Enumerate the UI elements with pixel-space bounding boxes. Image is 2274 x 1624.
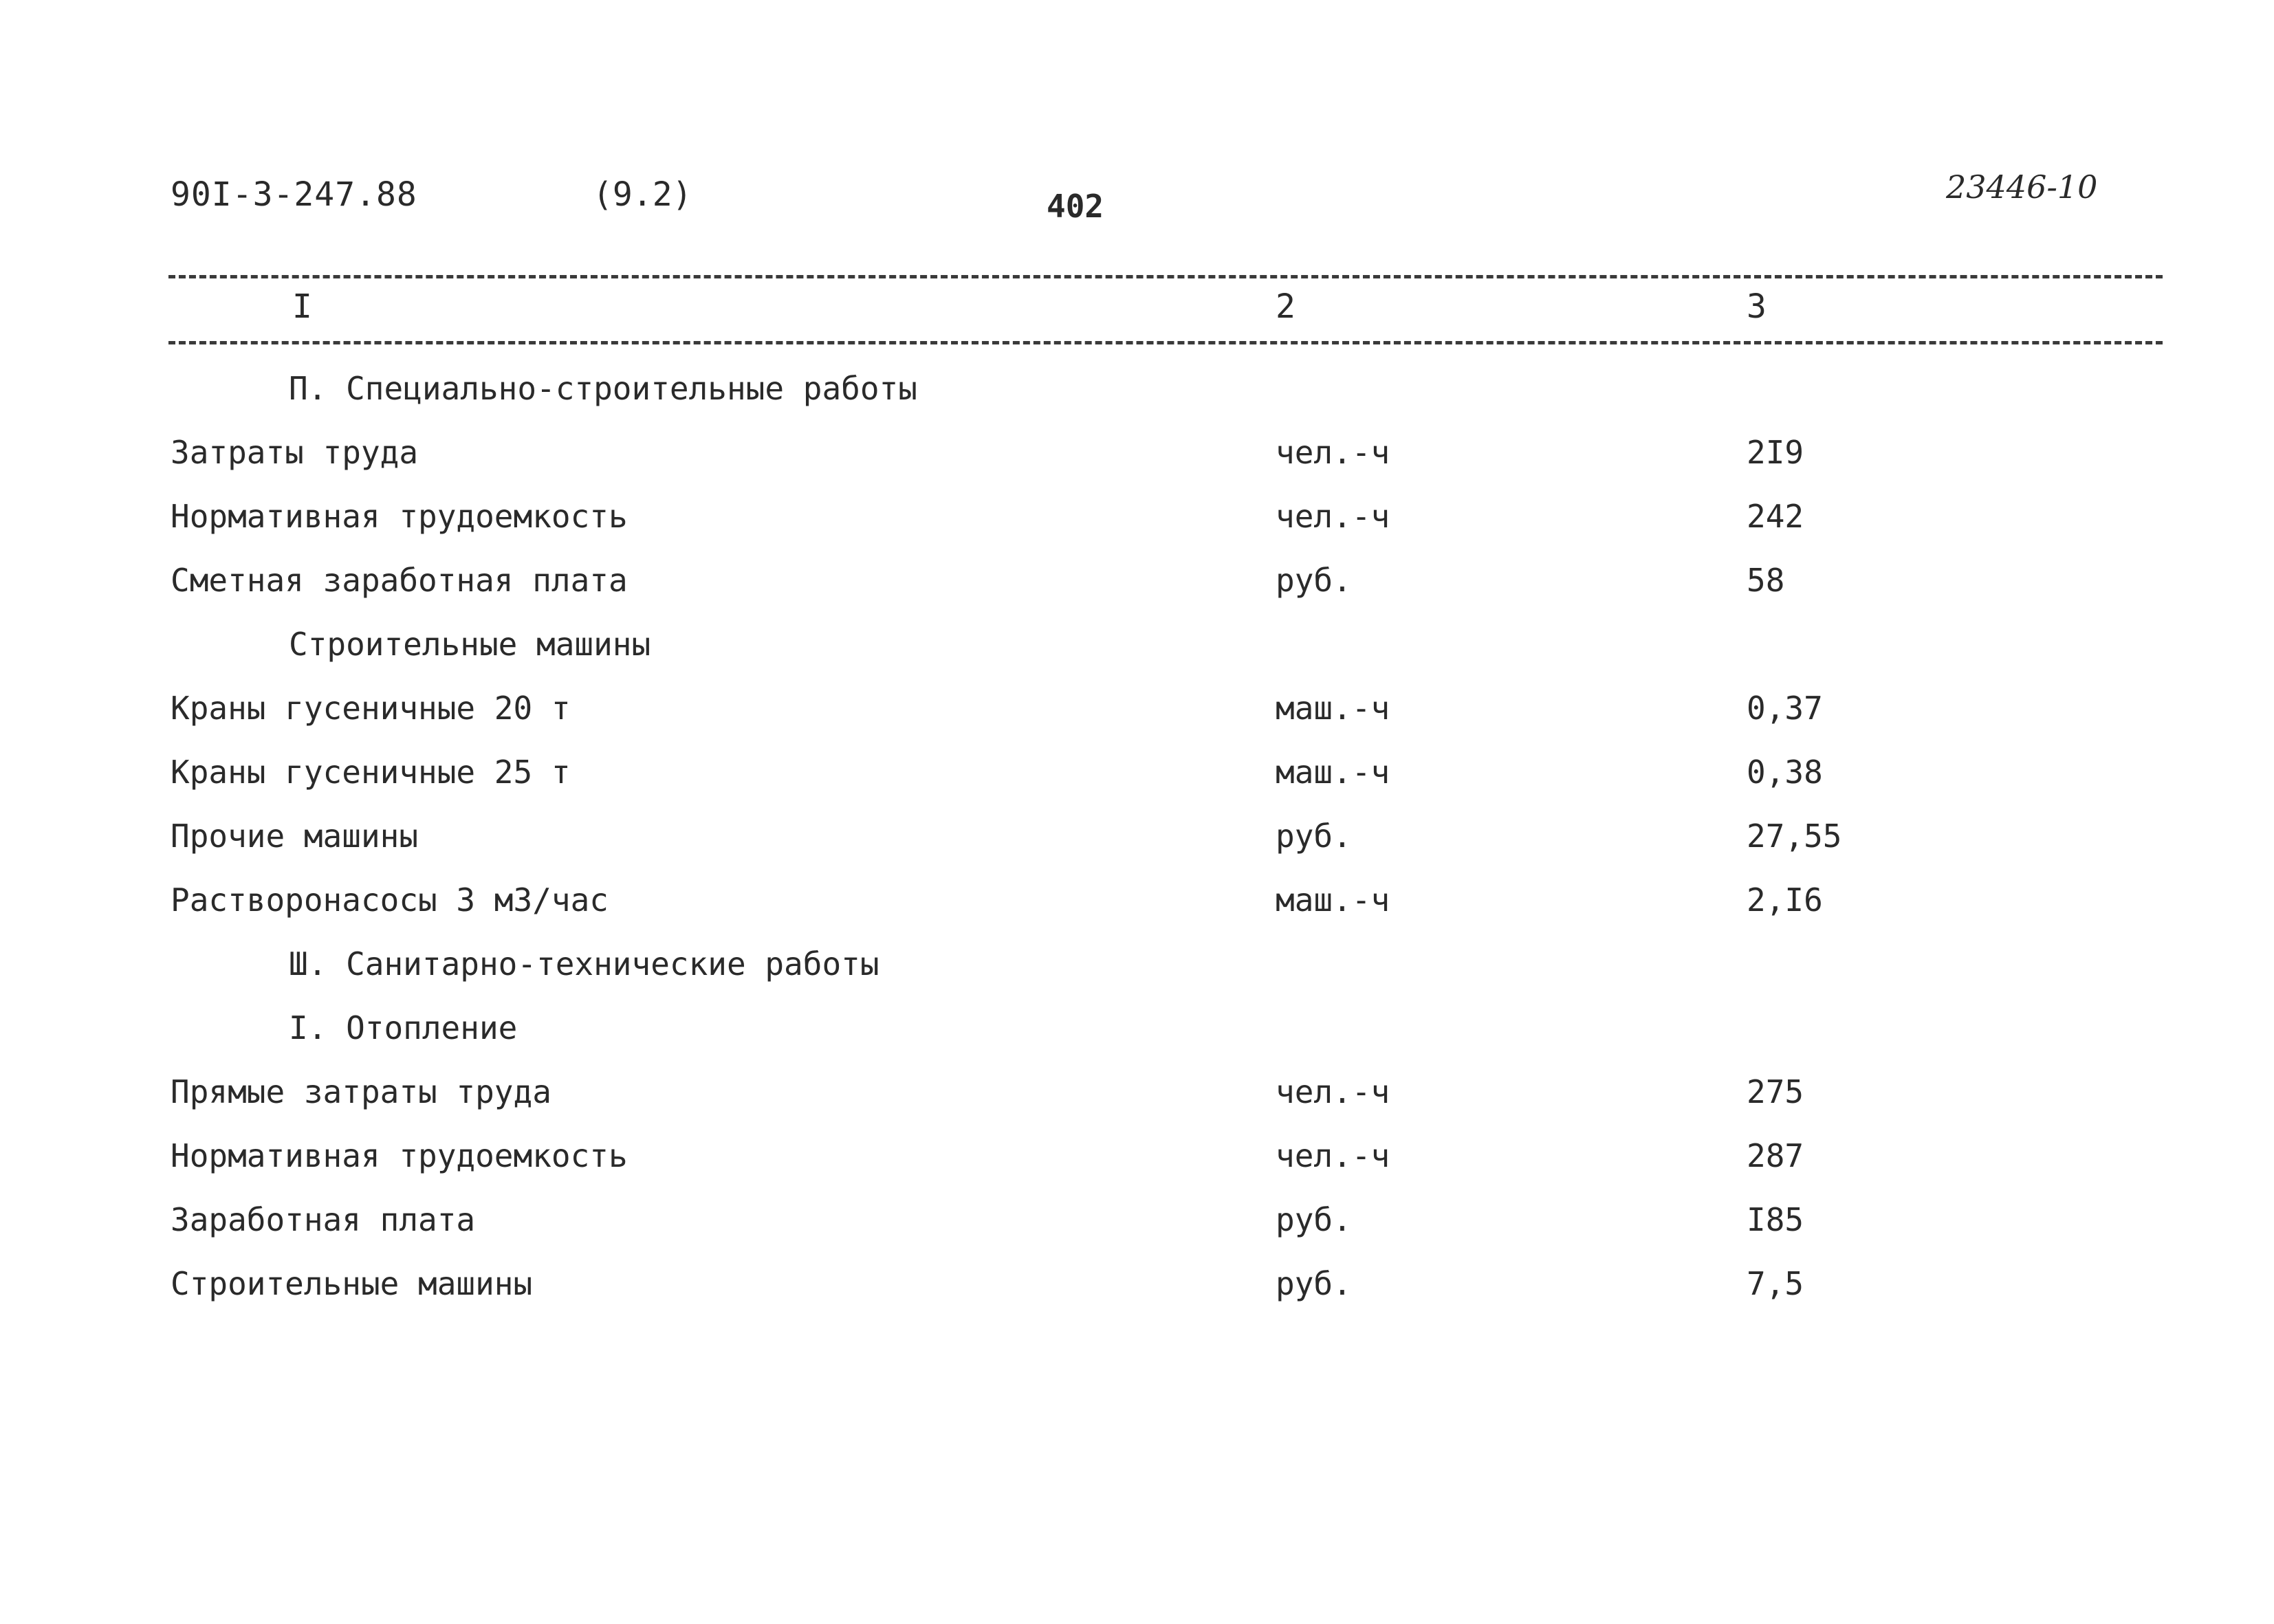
row-name: Заработная плата — [171, 1201, 476, 1238]
table-row — [0, 1263, 2274, 1327]
row-value: 0,37 — [1747, 690, 1823, 727]
row-value: 27,55 — [1747, 818, 1842, 855]
row-unit: маш.-ч — [1276, 881, 1390, 919]
row-value: 242 — [1747, 498, 1804, 535]
row-value: 2I9 — [1747, 434, 1804, 471]
row-value: 58 — [1747, 562, 1785, 599]
column-header-3: 3 — [1747, 287, 1767, 326]
table-row — [0, 1007, 2274, 1071]
row-value: 275 — [1747, 1073, 1804, 1110]
table-row — [0, 496, 2274, 560]
table-header-bottom-rule — [168, 341, 2163, 344]
table-row — [0, 688, 2274, 751]
row-unit: чел.-ч — [1276, 1073, 1390, 1110]
row-unit: руб. — [1276, 1265, 1352, 1302]
row-unit: руб. — [1276, 562, 1352, 599]
inventory-number: 23446-10 — [1946, 168, 2098, 206]
row-name: Нормативная трудоемкость — [171, 498, 628, 535]
row-value: 0,38 — [1747, 754, 1823, 791]
table-row — [0, 432, 2274, 496]
row-name: Прямые затраты труда — [171, 1073, 551, 1110]
row-name: Ш. Санитарно-технические работы — [289, 945, 879, 983]
row-value: 2,I6 — [1747, 881, 1823, 919]
row-name: П. Специально-строительные работы — [289, 370, 917, 407]
table-row — [0, 943, 2274, 1007]
table-body — [0, 368, 2274, 1327]
row-value: 287 — [1747, 1137, 1804, 1174]
table-top-rule — [168, 275, 2163, 278]
row-name: Растворонасосы 3 м3/час — [171, 881, 609, 919]
column-header-1: I — [292, 287, 312, 326]
row-unit: руб. — [1276, 1201, 1352, 1238]
table-row — [0, 1135, 2274, 1199]
row-value: I85 — [1747, 1201, 1804, 1238]
table-row — [0, 624, 2274, 688]
table-row — [0, 368, 2274, 432]
row-name: Строительные машины — [171, 1265, 533, 1302]
table-row — [0, 815, 2274, 879]
page-header — [0, 168, 2274, 230]
row-name: Затраты труда — [171, 434, 419, 471]
row-unit: чел.-ч — [1276, 434, 1390, 471]
table-row — [0, 1199, 2274, 1263]
table-row — [0, 751, 2274, 815]
row-name: Нормативная трудоемкость — [171, 1137, 628, 1174]
table-row — [0, 560, 2274, 624]
page-number: 402 — [1047, 188, 1104, 225]
table-row — [0, 1071, 2274, 1135]
document-code: 90I-3-247.88 — [171, 175, 417, 214]
section-number: (9.2) — [593, 175, 692, 214]
column-header-2: 2 — [1276, 287, 1295, 326]
row-name: Прочие машины — [171, 818, 419, 855]
row-name: I. Отопление — [289, 1009, 518, 1046]
table-row — [0, 879, 2274, 943]
row-name: Краны гусеничные 25 т — [171, 754, 571, 791]
row-name: Сметная заработная плата — [171, 562, 628, 599]
row-value: 7,5 — [1747, 1265, 1804, 1302]
row-unit: руб. — [1276, 818, 1352, 855]
row-unit: маш.-ч — [1276, 690, 1390, 727]
row-name: Строительные машины — [289, 626, 651, 663]
row-unit: маш.-ч — [1276, 754, 1390, 791]
row-unit: чел.-ч — [1276, 498, 1390, 535]
row-unit: чел.-ч — [1276, 1137, 1390, 1174]
row-name: Краны гусеничные 20 т — [171, 690, 571, 727]
